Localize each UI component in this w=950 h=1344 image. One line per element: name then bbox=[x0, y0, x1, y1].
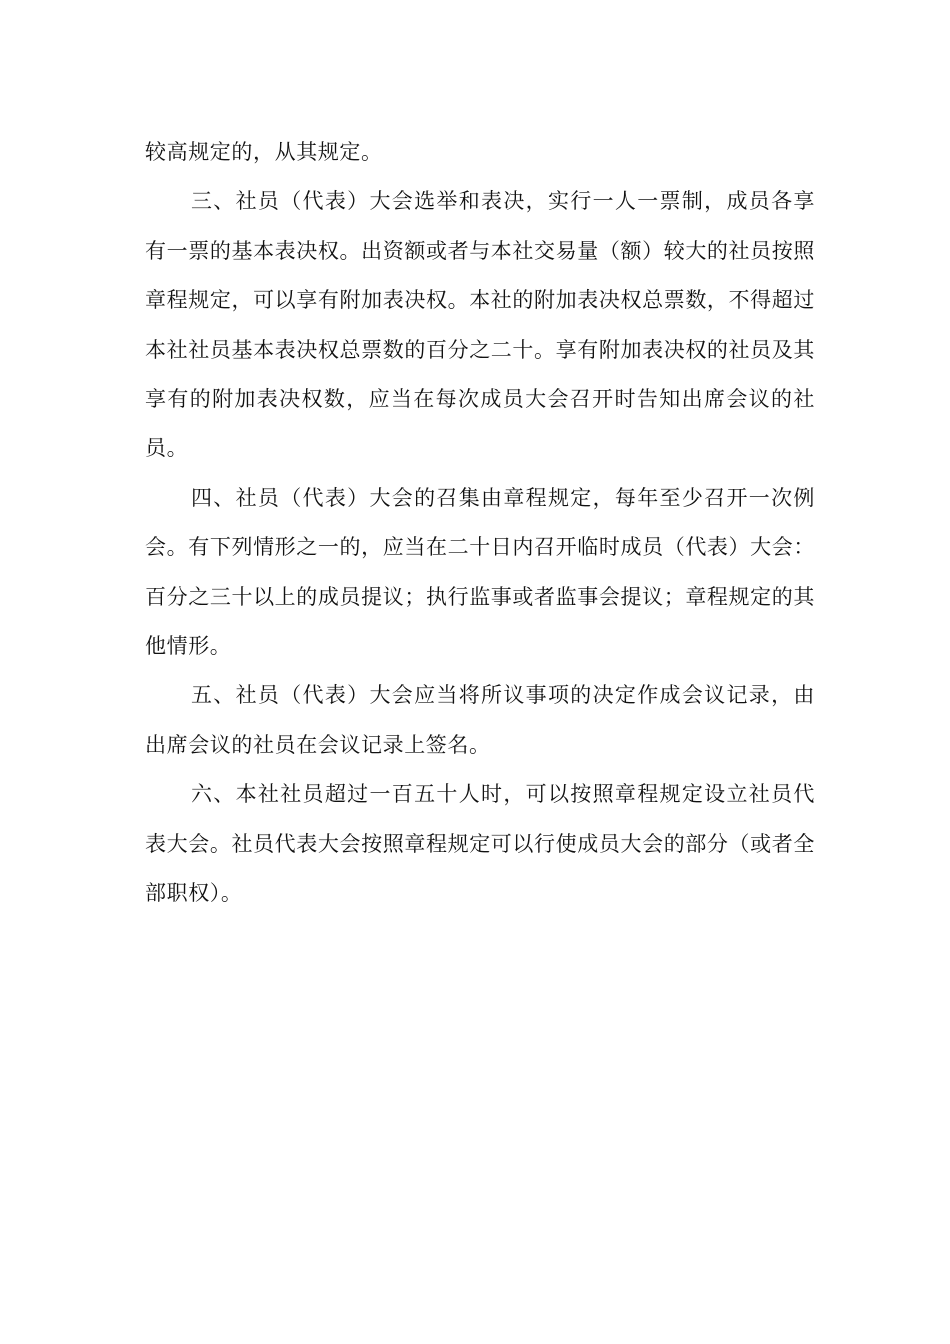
paragraph-continuation: 较高规定的，从其规定。 bbox=[145, 140, 383, 164]
paragraph-voting-rules: 三、社员（代表）大会选举和表决，实行一人一票制，成员各享有一票的基本表决权。出资额或者与本社交易量（额）较大的社员按照章程规定，可以享有附加表决权。本社的附加表决权总票数，不得超过本社社员基本表决权总票数的百分之二十。享有附加表决权的社员及其享有的附加表决权数，应当在每次成员大会召开时告知出席会议的社员。 bbox=[145, 189, 815, 461]
paragraph-meeting-records: 五、社员（代表）大会应当将所议事项的决定作成会议记录，由出席会议的社员在会议记录上签名。 bbox=[145, 683, 815, 757]
paragraph-representative-assembly: 六、本社社员超过一百五十人时，可以按照章程规定设立社员代表大会。社员代表大会按照章程规定可以行使成员大会的部分（或者全部职权）。 bbox=[145, 782, 815, 906]
document-body bbox=[145, 128, 815, 919]
paragraph-meeting-convening: 四、社员（代表）大会的召集由章程规定，每年至少召开一次例会。有下列情形之一的，应当在二十日内召开临时成员（代表）大会：百分之三十以上的成员提议；执行监事或者监事会提议；章程规定的其他情形。 bbox=[145, 485, 815, 659]
